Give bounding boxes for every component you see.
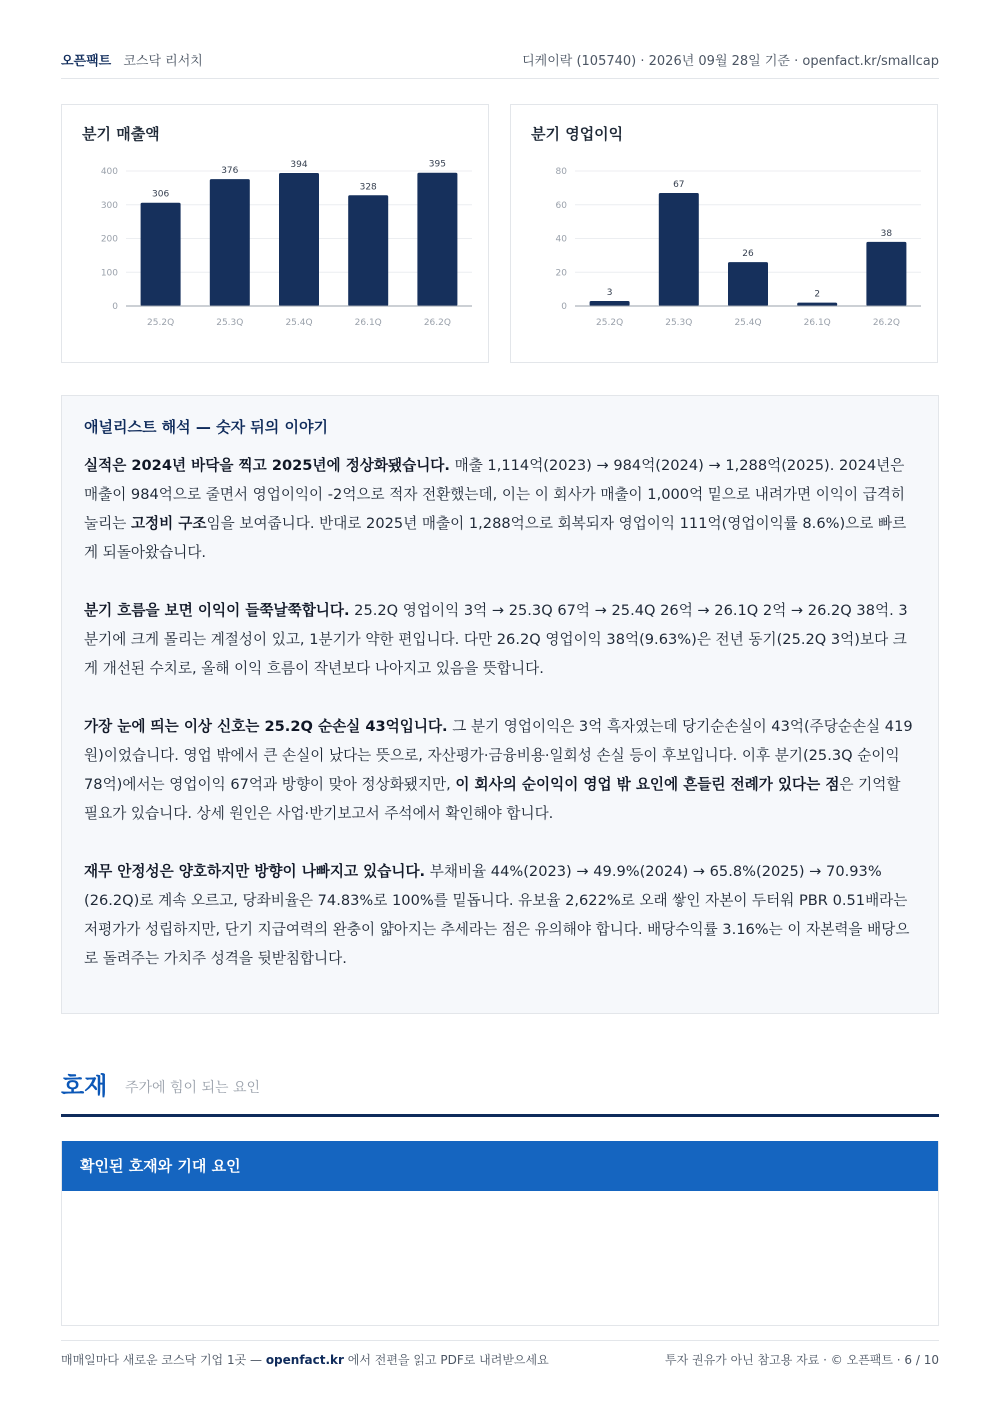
x-tick-label: 25.2Q [147, 318, 175, 328]
chart-title: 분기 매출액 [82, 125, 160, 143]
data-label: 2 [814, 289, 821, 300]
bar [590, 301, 630, 306]
positives-box-title: 확인된 호재와 기대 요인 [62, 1141, 938, 1191]
footer-right: 투자 권유가 아닌 참고용 자료 · © 오픈팩트 · 6 / 10 [664, 1353, 939, 1367]
revenue-chart [62, 105, 490, 364]
paragraph-emphasis: 고정비 구조 [130, 515, 207, 532]
bar [866, 242, 906, 306]
analysis-paragraph-2 [84, 596, 916, 683]
data-label: 376 [221, 166, 239, 177]
x-tick-label: 26.2Q [423, 318, 451, 328]
y-tick-label: 300 [100, 200, 118, 211]
x-tick-label: 25.4Q [285, 318, 313, 328]
operating-profit-chart [511, 105, 939, 364]
paragraph-text: 그 분기 영업이익은 3억 흑자였는데 당기순손실이 43억(주당순손실 419원)이었습니다. 영업 밖에서 큰 손실이 났다는 뜻으로, 자산평가·금융비용·일회성 손실 등이 후보입니다. 이후 분기(25.3Q 순이익 78억)에서는 영업이익 67억과 방향이 맞아 정상화됐지만, [84, 718, 913, 793]
header-left [61, 50, 203, 69]
brand-subtitle: 코스닥 리서치 [123, 54, 203, 69]
bar [348, 195, 388, 306]
analysis-paragraph-4 [84, 857, 916, 973]
y-tick-label: 0 [112, 302, 118, 312]
data-label: 38 [880, 228, 893, 239]
operating-profit-chart-card [510, 104, 938, 363]
bar [797, 303, 837, 306]
chart-title: 분기 영업이익 [531, 125, 624, 143]
data-label: 26 [742, 249, 754, 260]
section-title: 호재 [61, 1072, 108, 1100]
x-tick-label: 26.2Q [872, 318, 900, 328]
y-tick-label: 20 [555, 268, 567, 279]
x-tick-label: 25.3Q [665, 318, 693, 328]
y-tick-label: 0 [561, 302, 567, 312]
section-header-positives [61, 1066, 939, 1117]
positives-box [61, 1141, 939, 1326]
paragraph-text: 매출 1,114억(2023) → 984억(2024) → 1,288억(2025). 2024년은 매출이 984억으로 줄면서 영업이익이 -2억으로 적자 전환했는데, 이는 이 회사가 매출이 1,000억 밑으로 내려가면 이익이 급격히 눌리는 [84, 457, 905, 532]
paragraph-text: 임을 보여줍니다. 반대로 2025년 매출이 1,288억으로 회복되자 영업이익 111억(영업이익률 8.6%)으로 빠르게 되돌아왔습니다. [84, 515, 907, 561]
y-tick-label: 80 [555, 167, 567, 177]
y-tick-label: 60 [555, 200, 567, 211]
x-tick-label: 26.1Q [354, 318, 382, 328]
paragraph-lead: 분기 흐름을 보면 이익이 들쭉날쭉합니다. [84, 602, 350, 619]
analysis-paragraph-1 [84, 451, 916, 567]
analyst-commentary [61, 395, 939, 1014]
data-label: 394 [290, 160, 308, 171]
footer-link[interactable]: openfact.kr [265, 1353, 344, 1367]
bar [279, 173, 319, 306]
data-label: 3 [606, 287, 613, 298]
revenue-chart-card [61, 104, 489, 363]
data-label: 67 [673, 179, 685, 190]
paragraph-lead: 가장 눈에 띄는 이상 신호는 25.2Q 순손실 43억입니다. [84, 718, 448, 735]
x-tick-label: 25.4Q [734, 318, 762, 328]
analysis-title: 애널리스트 해석 — 숫자 뒤의 이야기 [84, 418, 328, 436]
bar [210, 179, 250, 306]
y-tick-label: 200 [100, 234, 118, 245]
bar [728, 262, 768, 306]
paragraph-text: 은 기억할 필요가 있습니다. 상세 원인은 사업·반기보고서 주석에서 확인해야 합니다. [84, 776, 901, 822]
x-tick-label: 25.3Q [216, 318, 244, 328]
analysis-paragraph-3 [84, 712, 916, 828]
footer-text: 매매일마다 새로운 코스닥 기업 1곳 — [61, 1353, 266, 1367]
y-tick-label: 100 [100, 268, 118, 279]
page-footer [61, 1340, 939, 1368]
header-meta: 디케이락 (105740) · 2026년 09월 28일 기준 · openfact.kr/smallcap [522, 54, 939, 69]
x-tick-label: 26.1Q [803, 318, 831, 328]
data-label: 306 [152, 189, 170, 200]
paragraph-emphasis: 이 회사의 순이익이 영업 밖 요인에 흔들린 전례가 있다는 점 [455, 776, 840, 793]
section-subtitle: 주가에 힘이 되는 요인 [125, 1080, 261, 1096]
page-header [61, 50, 939, 79]
brand-name[interactable]: 오픈팩트 [61, 54, 112, 69]
x-tick-label: 25.2Q [596, 318, 624, 328]
bar [659, 193, 699, 306]
paragraph-text: 부채비율 44%(2023) → 49.9%(2024) → 65.8%(2025) → 70.93%(26.2Q)로 계속 오르고, 당좌비율은 74.83%로 100%를 밑돕니다. 유보율 2,622%로 오래 쌓인 자본이 두터워 PBR 0.51배라는 저평가가 성립하지만, 단기 지급여력의 완충이 얇아지는 추세라는 점은 유의해야 합니다. 배당수익률 3.16%는 이 자본력을 배당으로 돌려주는 가치주 성격을 뒷받침합니다. [84, 863, 910, 967]
footer-text: 에서 전편을 읽고 PDF로 내려받으세요 [343, 1353, 549, 1367]
y-tick-label: 400 [100, 167, 118, 177]
bar [417, 173, 457, 306]
paragraph-lead: 재무 안정성은 양호하지만 방향이 나빠지고 있습니다. [84, 863, 426, 880]
data-label: 328 [359, 182, 377, 193]
y-tick-label: 40 [555, 234, 567, 245]
bar [141, 203, 181, 306]
data-label: 395 [428, 159, 446, 170]
paragraph-text: 25.2Q 영업이익 3억 → 25.3Q 67억 → 25.4Q 26억 → 26.1Q 2억 → 26.2Q 38억. 3분기에 크게 몰리는 계절성이 있고, 1분기가 약한 편입니다. 다만 26.2Q 영업이익 38억(9.63%)은 전년 동기(25.2Q 3억)보다 크게 개선된 수치로, 올해 이익 흐름이 작년보다 나아지고 있음을 뜻합니다. [84, 602, 908, 677]
footer-left [61, 1351, 549, 1368]
paragraph-lead: 실적은 2024년 바닥을 찍고 2025년에 정상화됐습니다. [84, 457, 450, 474]
